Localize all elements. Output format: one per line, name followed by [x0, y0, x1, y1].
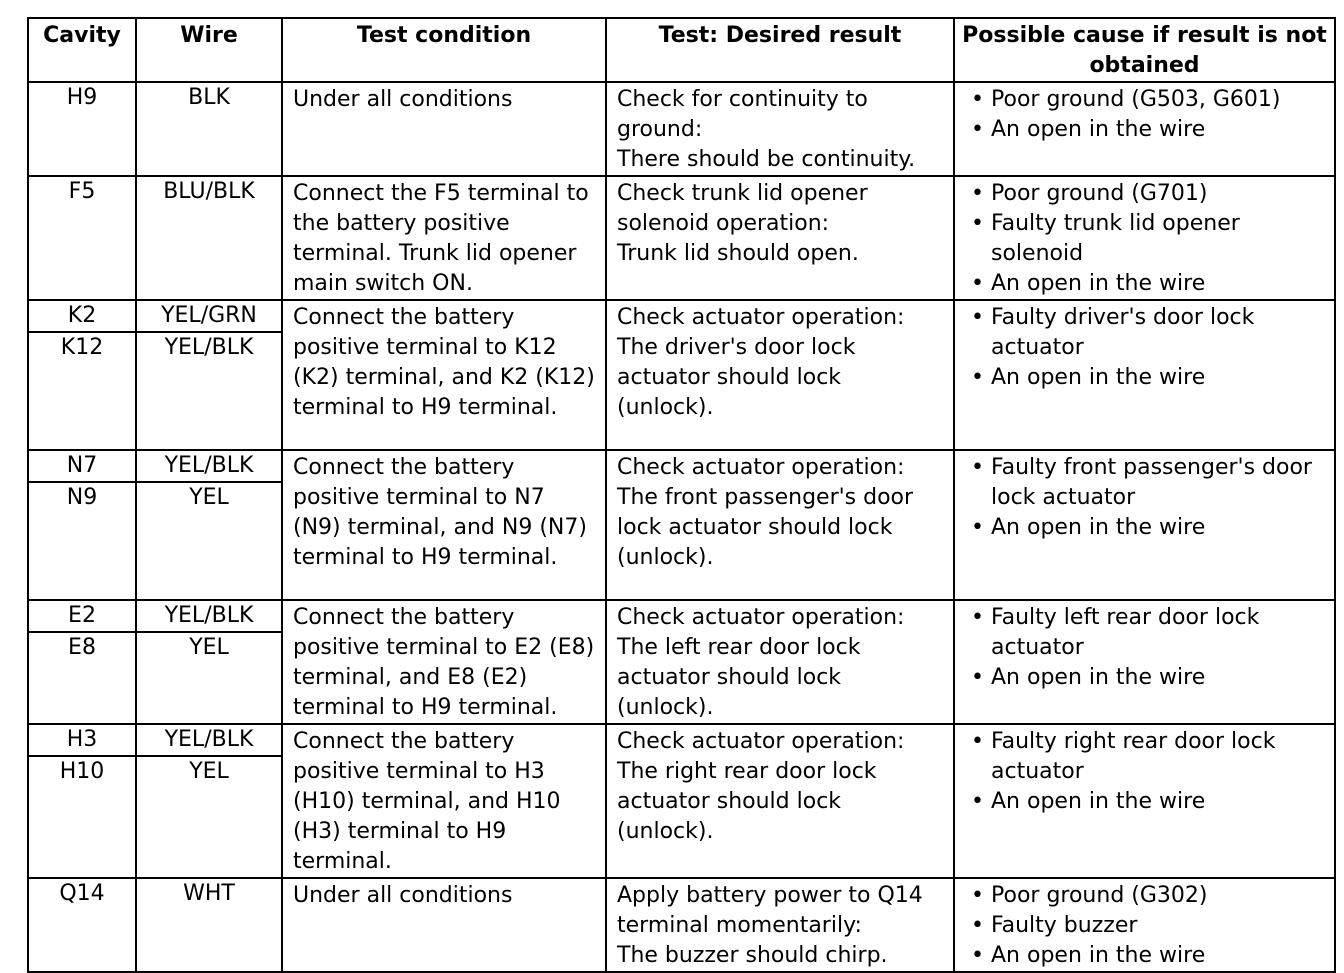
condition-cell	[282, 878, 606, 972]
cause-list	[955, 725, 1334, 817]
cavity-label: N9	[66, 485, 98, 510]
cavity-label: E8	[68, 635, 96, 660]
cavity-label: H3	[29, 725, 135, 757]
wire-color: BLK	[188, 85, 230, 110]
cause-item: • Faulty trunk lid opener solenoid	[969, 209, 1328, 269]
wire-cell	[136, 300, 282, 450]
table-row	[28, 176, 1335, 300]
cavity-cell	[28, 300, 136, 450]
test-condition-text: Under all conditions	[293, 883, 513, 908]
wire-color: YEL	[189, 485, 229, 510]
cause-item: • An open in the wire	[969, 115, 1328, 145]
cause-list	[955, 177, 1334, 299]
cause-item: • An open in the wire	[969, 513, 1328, 543]
wire-cell	[136, 724, 282, 878]
cause-list	[955, 83, 1334, 145]
header-row	[28, 18, 1335, 82]
cause-cell	[954, 600, 1335, 724]
result-cell	[606, 600, 954, 724]
cause-item: • Faulty driver's door lock actuator	[969, 303, 1328, 363]
result-cell	[606, 82, 954, 176]
cause-cell	[954, 878, 1335, 972]
cause-item: • Poor ground (G302)	[969, 881, 1328, 911]
result-cell	[606, 450, 954, 600]
wire-color: YEL/BLK	[137, 601, 281, 633]
condition-cell	[282, 724, 606, 878]
cause-list	[955, 879, 1334, 971]
wire-cell	[136, 600, 282, 724]
test-condition-text: Connect the F5 terminal to the battery positive terminal. Trunk lid opener main switch ON.	[293, 181, 589, 296]
desired-result-text: Check for continuity to ground: There should be continuity.	[617, 87, 916, 172]
cause-cell	[954, 724, 1335, 878]
condition-cell	[282, 300, 606, 450]
result-cell	[606, 176, 954, 300]
cause-item: • An open in the wire	[969, 363, 1328, 393]
cause-item: • Poor ground (G503, G601)	[969, 85, 1328, 115]
cavity-label: F5	[68, 179, 96, 204]
table-row	[28, 724, 1335, 878]
header-wire: Wire	[136, 18, 282, 82]
test-condition-text: Connect the battery positive terminal to N7 (N9) terminal, and N9 (N7) terminal to H9 terminal.	[293, 455, 587, 570]
cause-list	[955, 601, 1334, 693]
cause-list	[955, 451, 1334, 543]
wire-color: YEL/BLK	[164, 335, 254, 360]
desired-result-text: Apply battery power to Q14 terminal momentarily: The buzzer should chirp.	[617, 883, 923, 968]
result-cell	[606, 878, 954, 972]
desired-result-text: Check actuator operation: The left rear door lock actuator should lock (unlock).	[617, 605, 905, 720]
test-condition-text: Connect the battery positive terminal to H3 (H10) terminal, and H10 (H3) terminal to H9 terminal.	[293, 729, 561, 874]
header-desired-result: Test: Desired result	[606, 18, 954, 82]
wire-cell	[136, 450, 282, 600]
cavity-cell	[28, 450, 136, 600]
test-condition-text: Connect the battery positive terminal to E2 (E8) terminal, and E8 (E2) terminal to H9 terminal.	[293, 605, 595, 720]
condition-cell	[282, 82, 606, 176]
header-possible-cause: Possible cause if result is not obtained	[954, 18, 1335, 82]
wire-color: BLU/BLK	[163, 179, 255, 204]
cavity-label: H10	[59, 759, 105, 784]
connector-test-table	[27, 17, 1336, 973]
table-row	[28, 600, 1335, 724]
table-row	[28, 878, 1335, 972]
cause-cell	[954, 82, 1335, 176]
condition-cell	[282, 176, 606, 300]
result-cell	[606, 300, 954, 450]
cause-item: • Faulty left rear door lock actuator	[969, 603, 1328, 663]
desired-result-text: Check trunk lid opener solenoid operation: Trunk lid should open.	[617, 181, 868, 266]
test-condition-text: Under all conditions	[293, 87, 513, 112]
cavity-cell	[28, 724, 136, 878]
cause-item: • An open in the wire	[969, 941, 1328, 971]
desired-result-text: Check actuator operation: The driver's door lock actuator should lock (unlock).	[617, 305, 905, 420]
wire-color: YEL	[189, 759, 229, 784]
cavity-cell	[28, 82, 136, 176]
header-test-condition: Test condition	[282, 18, 606, 82]
header-cavity: Cavity	[28, 18, 136, 82]
cavity-cell	[28, 878, 136, 972]
table-row	[28, 300, 1335, 450]
cause-item: • Faulty right rear door lock actuator	[969, 727, 1328, 787]
cause-item: • Poor ground (G701)	[969, 179, 1328, 209]
cause-cell	[954, 176, 1335, 300]
cavity-label: K2	[29, 301, 135, 333]
table-row	[28, 450, 1335, 600]
table-row	[28, 82, 1335, 176]
condition-cell	[282, 600, 606, 724]
result-cell	[606, 724, 954, 878]
wire-cell	[136, 82, 282, 176]
cause-item: • Faulty buzzer	[969, 911, 1328, 941]
condition-cell	[282, 450, 606, 600]
desired-result-text: Check actuator operation: The front passenger's door lock actuator should lock (unlock).	[617, 455, 914, 570]
wire-color: YEL/BLK	[137, 451, 281, 483]
cause-cell	[954, 300, 1335, 450]
wire-color: WHT	[183, 881, 235, 906]
cavity-cell	[28, 176, 136, 300]
cause-item: • An open in the wire	[969, 663, 1328, 693]
cavity-label: Q14	[59, 881, 105, 906]
wire-color: YEL/BLK	[137, 725, 281, 757]
cavity-label: E2	[29, 601, 135, 633]
cavity-label: H9	[66, 85, 98, 110]
cavity-cell	[28, 600, 136, 724]
cause-item: • Faulty front passenger's door lock actuator	[969, 453, 1328, 513]
cause-list	[955, 301, 1334, 393]
wire-color: YEL	[189, 635, 229, 660]
cause-item: • An open in the wire	[969, 269, 1328, 299]
wire-color: YEL/GRN	[137, 301, 281, 333]
cavity-label: K12	[60, 335, 104, 360]
test-condition-text: Connect the battery positive terminal to K12 (K2) terminal, and K2 (K12) terminal to H9 terminal.	[293, 305, 595, 420]
cause-cell	[954, 450, 1335, 600]
wire-cell	[136, 878, 282, 972]
cavity-label: N7	[29, 451, 135, 483]
cause-item: • An open in the wire	[969, 787, 1328, 817]
desired-result-text: Check actuator operation: The right rear door lock actuator should lock (unlock).	[617, 729, 905, 844]
wire-cell	[136, 176, 282, 300]
